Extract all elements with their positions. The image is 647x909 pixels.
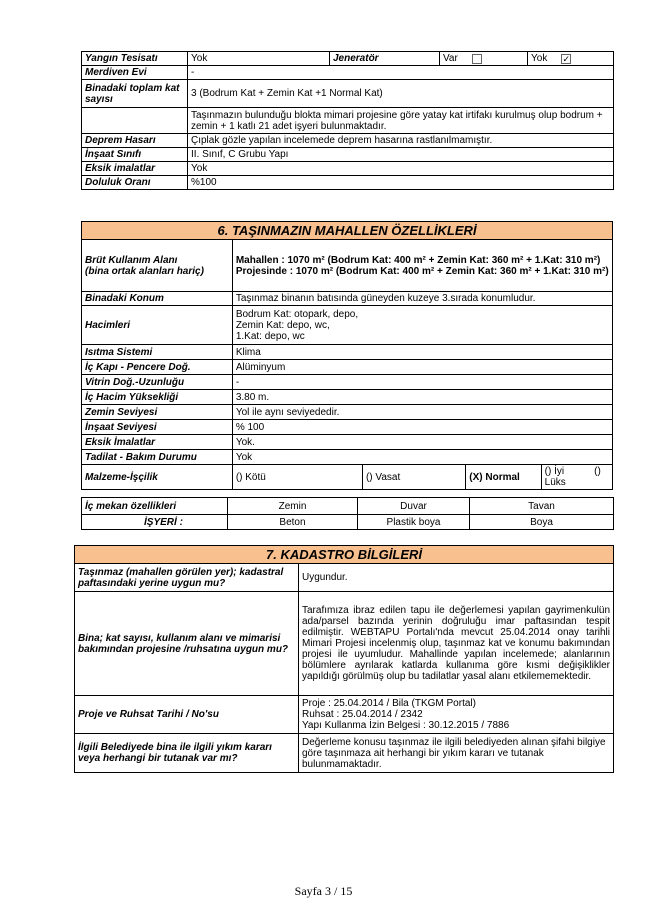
interior-features-label: İç mekan özellikleri xyxy=(82,498,228,515)
cadastral-question-2: Bina; kat sayısı, kullanım alanı ve mimarisi bakımından projesine /ruhsatına uygun mu? xyxy=(75,592,299,696)
cadastral-answer-4: Değerleme konusu taşınmaz ile ilgili belediyeden alınan şifahi bilgiye göre taşınmaza ait herhangi bir yıkım kararı ve tutanak bulunmamaktadır. xyxy=(299,734,614,773)
ground-level-label: Zemin Seviyesi xyxy=(82,405,233,420)
heating-label: Isıtma Sistemi xyxy=(82,345,233,360)
cadastral-question-1: Taşınmaz (mahallen görülen yer); kadastral paftasındaki yerine uygun mu? xyxy=(75,564,299,592)
construction-class-value: II. Sınıf, C Grubu Yapı xyxy=(188,148,614,162)
position-value: Taşınmaz binanın batısında güneyden kuzeye 3.sırada konumludur. xyxy=(232,292,612,306)
position-label: Binadaki Konum xyxy=(82,292,233,306)
var-checkbox xyxy=(472,54,482,64)
wall-value: Plastik boya xyxy=(358,515,470,530)
section-7-title: 7. KADASTRO BİLGİLERİ xyxy=(75,546,614,564)
gross-area-label-1: Brüt Kullanım Alanı xyxy=(85,254,178,266)
construction-level-value: % 100 xyxy=(232,420,612,435)
generator-var-cell xyxy=(440,52,528,66)
fire-system-label: Yangın Tesisatı xyxy=(82,52,188,66)
volumes-line-3: 1.Kat: depo, wc xyxy=(235,330,305,342)
renovation-label: Tadilat - Bakım Durumu xyxy=(82,450,233,465)
earthquake-label: Deprem Hasarı xyxy=(82,134,188,148)
gross-area-project: Projesinde : 1070 m² (Bodrum Kat: 400 m² + Zemin Kat: 360 m² + 1.Kat: 310 m²) xyxy=(235,265,609,277)
occupancy-label: Doluluk Oranı xyxy=(82,176,188,190)
yok-checkbox xyxy=(561,54,571,64)
gross-area-label-2: (bina ortak alanları hariç) xyxy=(85,265,204,277)
ceiling-height-value: 3.80 m. xyxy=(232,390,612,405)
occupancy-permit-line: Yapı Kullanma İzin Belgesi : 30.12.2015 / 7886 xyxy=(302,720,510,731)
volumes-line-1: Bodrum Kat: otopark, depo, xyxy=(235,308,359,320)
gross-area-local: Mahallen : 1070 m² (Bodrum Kat: 400 m² + Zemin Kat: 360 m² + 1.Kat: 310 m²) xyxy=(235,254,601,266)
property-info-table xyxy=(81,51,614,190)
workmanship-option-good-text: () İyi xyxy=(544,466,565,477)
gross-area-label xyxy=(82,240,233,292)
occupancy-value: %100 xyxy=(188,176,614,190)
showcase-label: Vitrin Doğ.-Uzunluğu xyxy=(82,375,233,390)
missing-works-value: Yok xyxy=(188,162,614,176)
generator-yok-cell xyxy=(528,52,614,66)
missing-works-label: Eksik imalatlar xyxy=(82,162,188,176)
workmanship-option-normal: (X) Normal xyxy=(466,465,541,490)
stairs-label: Merdiven Evi xyxy=(82,66,188,80)
floor-count-label: Binadaki toplam kat sayısı xyxy=(82,80,188,108)
volumes-label: Hacimleri xyxy=(82,306,233,345)
door-window-label: İç Kapı - Pencere Doğ. xyxy=(82,360,233,375)
local-features-table xyxy=(81,221,613,490)
project-date-line: Proje : 25.04.2014 / Bila (TKGM Portal) xyxy=(302,698,476,709)
missing-works-2-label: Eksik İmalatlar xyxy=(82,435,233,450)
empty-label-cell xyxy=(82,108,188,134)
cadastral-question-3: Proje ve Ruhsat Tarihi / No'su xyxy=(75,696,299,734)
workmanship-option-fair: () Vasat xyxy=(362,465,465,490)
floor-count-value: 3 (Bodrum Kat + Zemin Kat +1 Normal Kat) xyxy=(188,80,614,108)
workplace-label: İŞYERİ : xyxy=(82,515,228,530)
page-number: Sayfa 3 / 15 xyxy=(294,884,353,898)
generator-label: Jeneratör xyxy=(330,52,440,66)
interior-spec-table xyxy=(81,497,614,530)
stairs-value: - xyxy=(188,66,614,80)
ceiling-value: Boya xyxy=(470,515,614,530)
workmanship-label: Malzeme-İşçilik xyxy=(82,465,233,490)
heating-value: Klima xyxy=(232,345,612,360)
section-6-title: 6. TAŞINMAZIN MAHALLEN ÖZELLİKLERİ xyxy=(82,222,613,240)
col-floor-header: Zemin xyxy=(228,498,358,515)
construction-level-label: İnşaat Seviyesi xyxy=(82,420,233,435)
cadastral-table xyxy=(74,545,614,773)
yok-label: Yok xyxy=(531,53,548,64)
col-ceiling-header: Tavan xyxy=(470,498,614,515)
gross-area-value xyxy=(232,240,612,292)
workmanship-option-good xyxy=(541,465,612,490)
volumes-line-2: Zemin Kat: depo, wc, xyxy=(235,319,330,331)
fire-system-value: Yok xyxy=(188,52,330,66)
construction-class-label: İnşaat Sınıfı xyxy=(82,148,188,162)
cadastral-answer-2: Tarafımıza ibraz edilen tapu ile değerlemesi yapılan gayrimenkulün ada/parsel bazında yerinin doğruluğu imar paftasından tespit edilmiştir. WEBTAPU Portalı'nda mevcut 25.04.2014 onay tarihli Mimari Projesi incelenmiş olup, taşınmaz kat ve konumu bakımından projesi ile uyumludur. Mahallinde yapılan incelemede; alanlarının bölümlere ayrılarak katlarda kullanıma göre kısmi değişiklikler yapıldığı görülmüş olup bu tadilatlar yasal alanı etkilememektedir. xyxy=(299,592,614,696)
workmanship-option-lux: () Lüks xyxy=(544,466,601,488)
workmanship-option-bad: () Kötü xyxy=(232,465,362,490)
cadastral-answer-1: Uygundur. xyxy=(299,564,614,592)
cadastral-question-4: İlgili Belediyede bina ile ilgili yıkım kararı veya herhangi bir tutanak var mı? xyxy=(75,734,299,773)
license-line: Ruhsat : 25.04.2014 / 2342 xyxy=(302,709,423,720)
building-note-value: Taşınmazın bulunduğu blokta mimari projesine göre yatay kat irtifakı kurulmuş olup bodrum + zemin + 1 katlı 21 adet işyeri bulunmaktadır. xyxy=(188,108,614,134)
renovation-value: Yok xyxy=(232,450,612,465)
ceiling-height-label: İç Hacim Yüksekliği xyxy=(82,390,233,405)
cadastral-answer-3 xyxy=(299,696,614,734)
col-wall-header: Duvar xyxy=(358,498,470,515)
checkmark-icon: ✓ xyxy=(562,54,571,64)
ground-level-value: Yol ile aynı seviyededir. xyxy=(232,405,612,420)
earthquake-value: Çıplak gözle yapılan incelemede deprem hasarına rastlanılmamıştır. xyxy=(188,134,614,148)
var-label: Var xyxy=(443,53,458,64)
volumes-value xyxy=(232,306,612,345)
door-window-value: Alüminyum xyxy=(232,360,612,375)
showcase-value: - xyxy=(232,375,612,390)
floor-value: Beton xyxy=(228,515,358,530)
missing-works-2-value: Yok. xyxy=(232,435,612,450)
